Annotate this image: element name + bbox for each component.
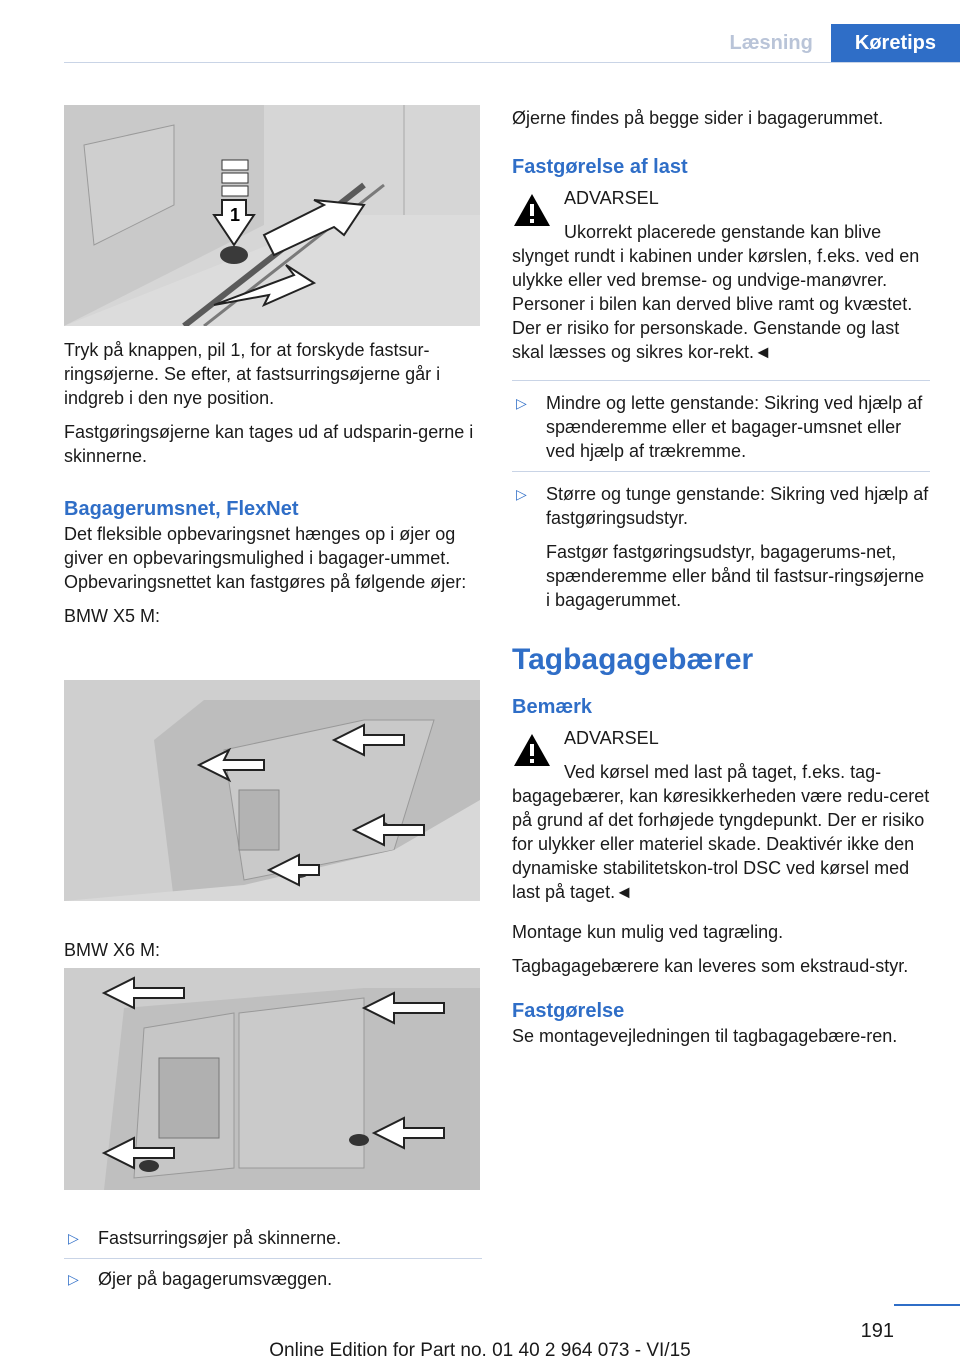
warning-text: Ukorrekt placerede genstande kan blive slynget rundt i kabinen under kørslen, f.eks. ved en ulykke eller ved bremse- og undvige-manøvrer. Personer i bilen kan derved blive ramt og kvæstet. Der er risiko for personskade. Genstande og last skal læsses og sikres kor-rekt.◄ (512, 222, 920, 362)
warning-block-2 (512, 726, 930, 904)
section-title-flexnet: Bagagerumsnet, FlexNet (64, 498, 299, 520)
list-item: ▷ Større og tunge genstande: Sikring ved hjælp af fastgøringsudstyr. (516, 484, 929, 528)
figure-x6m-cargo (64, 968, 480, 1190)
triangle-bullet-icon: ▷ (516, 395, 527, 411)
left-text-top (64, 338, 482, 628)
header-tabs (712, 24, 960, 62)
tab-koeretips[interactable]: Køretips (831, 24, 960, 62)
footer-accent-rule (894, 1304, 960, 1306)
warning-triangle-icon (512, 732, 552, 768)
paragraph-press-button: Tryk på knappen, pil 1, for at forskyde fastsur-ringsøjerne. Se efter, at fastsurringsøjerne går i indgreb i den nye position. (64, 340, 441, 408)
divider (512, 380, 930, 381)
warning-title: ADVARSEL (564, 728, 659, 748)
list-item: ▷ Øjer på bagagerumsvæggen. (68, 1269, 333, 1289)
label-bmw-x6m: BMW X6 M: (64, 940, 161, 960)
triangle-bullet-icon: ▷ (68, 1230, 79, 1246)
warning-block-1 (512, 186, 930, 364)
triangle-bullet-icon: ▷ (68, 1271, 79, 1287)
warning-text: Ved kørsel med last på taget, f.eks. tag-bagagebærer, kan køresikkerheden være redu-ceret på grund af det forhøjede tyngdepunkt. Der er risiko for ulykker eller materiel skade. Deaktivér ikke den dynamiske stabilitetskon-trol DSC ved kørsel med last på taget.◄ (512, 762, 930, 902)
paragraph-flexnet: Det fleksible opbevaringsnet hænges op i øjer og giver en opbevaringsmulighed i bagager-ummet. Opbevaringsnettet kan fastgøres på følgende øjer: (64, 524, 467, 592)
section-title-note: Bemærk (512, 696, 593, 718)
paragraph-see-instructions: Se montagevejledningen til tagbagagebære-ren. (512, 1026, 898, 1046)
right-column (512, 106, 930, 1048)
chapter-title-roof-rack: Tagbagagebærer (512, 643, 754, 676)
figure-x5m-cargo (64, 680, 480, 901)
triangle-bullet-icon: ▷ (516, 486, 527, 502)
warning-title: ADVARSEL (564, 188, 659, 208)
list-item: ▷ Mindre og lette genstande: Sikring ved hjælp af spænderemme eller et bagager-umsnet eller ved hjælp af trækremme. (516, 393, 923, 461)
header-divider (64, 62, 960, 63)
figure-lashing-rail (64, 105, 480, 326)
left-bullet-list (64, 1226, 482, 1291)
section-title-fastening: Fastgørelse (512, 1000, 625, 1022)
divider (64, 1258, 482, 1259)
paragraph-remove-eyes: Fastgøringsøjerne kan tages ud af udsparin-gerne i skinnerne. (64, 422, 474, 466)
paragraph-optional-extra: Tagbagagebærere kan leveres som ekstraud-styr. (512, 956, 909, 976)
label-bmw-x5m: BMW X5 M: (64, 606, 161, 626)
left-text-x6-label (64, 938, 482, 962)
figure-callout-1: 1 (230, 205, 241, 225)
list-item: ▷ Fastsurringsøjer på skinnerne. (68, 1228, 342, 1248)
paragraph-eyes-both-sides: Øjerne findes på begge sider i bagagerummet. (512, 108, 884, 128)
divider (512, 471, 930, 472)
warning-triangle-icon (512, 192, 552, 228)
section-title-securing-load: Fastgørelse af last (512, 156, 688, 178)
page-number: 191 (860, 1320, 894, 1342)
footer-edition: Online Edition for Part no. 01 40 2 964 073 - VI/15 (269, 1340, 691, 1361)
paragraph-mounting: Montage kun mulig ved tagræling. (512, 922, 784, 942)
paragraph-fasten-equipment: Fastgør fastgøringsudstyr, bagagerums-net, spænderemme eller bånd til fastsur-ringsøjerne i bagagerummet. (546, 542, 925, 610)
tab-laesning[interactable]: Læsning (712, 24, 831, 62)
